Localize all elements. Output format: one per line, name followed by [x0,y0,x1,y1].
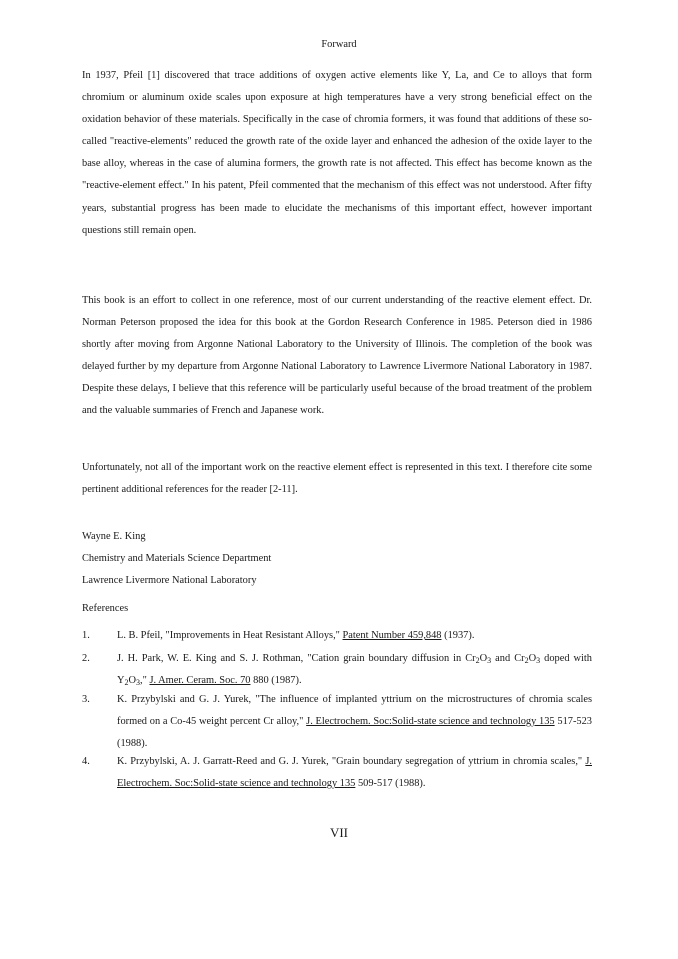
reference-item [82,689,592,755]
reference-text: L. B. Pfeil, "Improvements in Heat Resistant Alloys," Patent Number 459,848 (1937). [117,630,475,641]
paragraph-additional-references: Unfortunately, not all of the important work on the reactive element effect is represented in this text. I therefore cite some pertinent additional references for the reader [2-11]. [82,462,592,496]
author-department: Chemistry and Materials Science Department [82,553,272,564]
reference-text: K. Przybylski, A. J. Garratt-Reed and G. J. Yurek, "Grain boundary segregation of yttrium in chromia scales," J. Electrochem. Soc:Solid-state science and technology 135 509-517 (1988). [117,756,592,789]
reference-number: 2. [82,653,90,664]
reference-source-link[interactable]: J. Amer. Ceram. Soc. 70 [149,675,251,686]
reference-source-link[interactable]: J. Electrochem. Soc:Solid-state science and technology 135 [306,716,555,727]
reference-source-link[interactable]: J. Electrochem. Soc:Solid-state science and technology 135 [117,756,592,789]
reference-text: J. H. Park, W. E. King and S. J. Rothman, "Cation grain boundary diffusion in $Cr_2O_3$ and $Cr_2O_3$ doped with $Y_2O_3$," J. Amer. Ceram. Soc. 70 880 (1987). [117,653,593,687]
reference-source-link[interactable]: Patent Number 459,848 [342,630,442,641]
reference-item [82,751,592,795]
reference-number: 3. [82,694,90,705]
paragraph-intro: In 1937, Pfeil [1] discovered that trace additions of oxygen active elements like Y, La, and Ce to alloys that form chromium or aluminum oxide scales upon exposure at high temperatures have a very strong beneficial effect on the oxidation behavior of these materials. Specifically in the case of chromia formers, it was found that additions of these so-called "reactive-elements" reduced the growth rate of the oxide layer and enhanced the adhesion of the oxide layer to the base alloy, whereas in the case of alumina formers, the growth rate is not affected. This effect has become known as the "reactive-element effect." In his patent, Pfeil commented that the mechanism of this effect was not understood. After fifty years, substantial progress has been made to elucidate the mechanisms of this important effect, however important questions still remain open. [82,70,592,236]
page-title: Forward [321,39,357,50]
reference-item [82,625,592,647]
references-heading: References [82,603,129,614]
paragraph-book-purpose: This book is an effort to collect in one reference, most of our current understanding of the reactive element effect. Dr. Norman Peterson proposed the idea for this book at the Gordon Research Conference in 1985. Peterson died in 1986 shortly after moving from Argonne National Laboratory to the University of Illinois. The completion of the book was delayed further by my departure from Argonne National Laboratory to Lawrence Livermore National Laboratory in 1987. Despite these delays, I believe that this reference will be particularly useful because of the broad treatment of the problem and the valuable summaries of French and Japanese work. [82,295,592,417]
reference-number: 4. [82,756,90,767]
page-number: VII [329,825,349,840]
reference-text: K. Przybylski and G. J. Yurek, "The influence of implanted yttrium on the microstructures of chromia scales formed on a Co-45 weight percent Cr alloy," J. Electrochem. Soc:Solid-state science and technology 135 517-523 (1988). [117,694,593,749]
reference-number: 1. [82,630,90,641]
author-name: Wayne E. King [82,531,146,542]
author-institution: Lawrence Livermore National Laboratory [82,575,257,586]
signature-block [82,526,271,592]
reference-item [82,648,592,692]
